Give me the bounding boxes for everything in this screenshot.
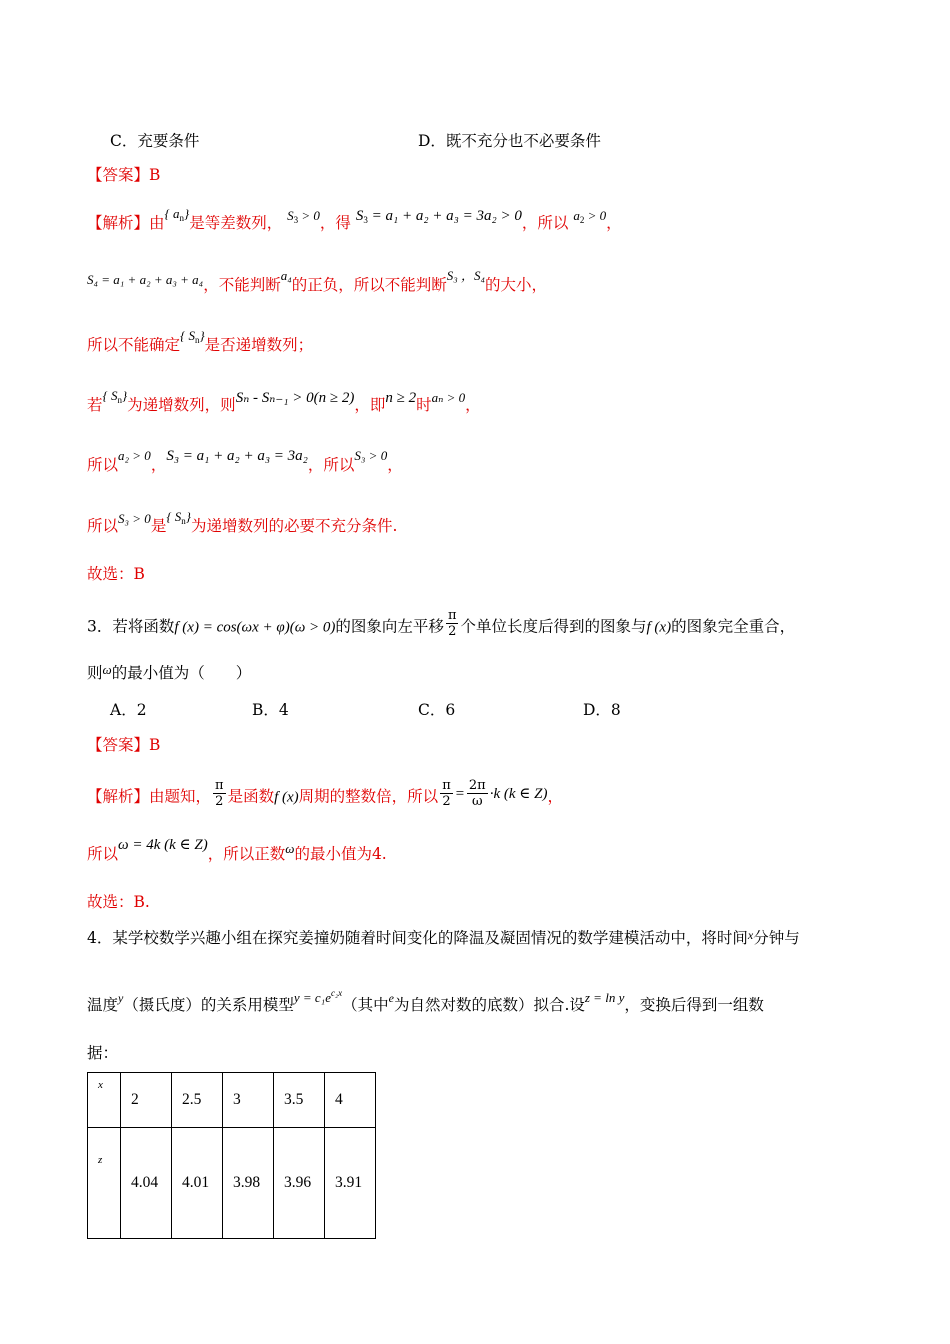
q2-choose: 故选：B bbox=[87, 565, 145, 583]
a2-gt0: a2 > 0 bbox=[573, 208, 607, 225]
a2: a₂ > 0 bbox=[118, 448, 151, 463]
text: ， bbox=[150, 456, 167, 474]
option-c: C．充要条件 bbox=[110, 132, 200, 150]
text: 分钟与 bbox=[753, 929, 800, 947]
q2-analysis-line1 bbox=[87, 206, 622, 239]
q3-option-a: A．2 bbox=[110, 701, 147, 719]
text: 为递增数列，则 bbox=[127, 396, 236, 414]
s3-expansion: $S_3 = a_1 + a_2 + a_3 = 3a_2 > 0$ bbox=[355, 208, 522, 225]
q2-analysis-line6 bbox=[87, 509, 398, 542]
a2-gt0-text: > 0 bbox=[587, 208, 607, 223]
table-row-x bbox=[88, 1073, 376, 1128]
var-y: y bbox=[118, 991, 124, 1005]
seq-an-sub: n bbox=[179, 213, 184, 223]
s3-gt0-b: S₃ > 0 bbox=[118, 511, 151, 526]
var-e: e bbox=[388, 991, 394, 1005]
frac-den: 2 bbox=[448, 624, 457, 639]
frac-num: π bbox=[215, 778, 224, 793]
sn-diff: Sₙ - Sₙ₋₁ > 0(n ≥ 2) bbox=[235, 390, 355, 406]
sn-set2: { Sn} bbox=[102, 388, 128, 405]
analysis-label: 【解析】 bbox=[87, 787, 150, 806]
q4-stem-line2 bbox=[87, 990, 764, 1017]
text: 所以不能确定 bbox=[87, 336, 181, 354]
text: 温度 bbox=[87, 996, 119, 1014]
q2-analysis-line3 bbox=[87, 328, 314, 361]
text: ，即 bbox=[354, 396, 386, 414]
q3-option-d: D．8 bbox=[583, 701, 621, 719]
var-x: x bbox=[747, 928, 754, 942]
text: ， bbox=[547, 787, 563, 806]
s3-expansion-text: = a₁ + a₂ + a₃ = 3a₂ > 0 bbox=[371, 208, 522, 224]
text: 的大小， bbox=[485, 276, 548, 294]
text: 是 bbox=[150, 517, 167, 535]
option-d: D．既不充分也不必要条件 bbox=[418, 132, 601, 150]
q4-stem-line3: 据： bbox=[87, 1044, 119, 1062]
text: ， bbox=[387, 456, 403, 474]
omega: ω bbox=[285, 841, 295, 856]
model bbox=[294, 990, 342, 1005]
a4: a₄ bbox=[280, 268, 292, 283]
q4-stem-line1 bbox=[87, 927, 800, 950]
q3-a-func: f (x) bbox=[274, 789, 299, 806]
omega-4k: ω = 4k (k ∈ Z) bbox=[118, 837, 208, 853]
sn-text: { S bbox=[180, 328, 195, 343]
text: ，得 bbox=[319, 214, 351, 232]
q3-stem-line1 bbox=[87, 608, 796, 643]
text: ，所以 bbox=[307, 456, 355, 474]
table-cell: 2 bbox=[121, 1073, 172, 1128]
pi-over-2-b bbox=[440, 778, 453, 809]
text: ， bbox=[606, 214, 622, 232]
text: 是等差数列， bbox=[189, 214, 283, 232]
text: 的正负，所以不能判断 bbox=[291, 276, 447, 294]
text: 则 bbox=[87, 664, 103, 682]
s3-rest: > 0 bbox=[301, 208, 320, 223]
s3-s4: S₃ ，S₄ bbox=[446, 268, 486, 283]
q3-choose: 故选：B. bbox=[87, 893, 150, 911]
text: 个单位长度后得到的图象与 bbox=[460, 617, 647, 636]
text: （其中 bbox=[342, 996, 389, 1014]
q3-option-b: B．4 bbox=[252, 701, 289, 719]
table-cell: 3.5 bbox=[274, 1073, 325, 1128]
table-cell: 3 bbox=[223, 1073, 274, 1128]
text: 4．某学校数学兴趣小组在探究姜撞奶随着时间变化的降温及凝固情况的数学建模活动中，将时间 bbox=[87, 929, 748, 947]
text: 若 bbox=[87, 396, 103, 414]
text: 时 bbox=[416, 396, 432, 414]
frac-num: π bbox=[442, 778, 451, 793]
text: 所以 bbox=[87, 845, 119, 863]
omega: ω bbox=[102, 662, 112, 677]
seq-an-text: { a bbox=[164, 206, 180, 221]
q3-func2: f (x) bbox=[646, 619, 672, 636]
text: 所以 bbox=[87, 517, 119, 535]
q3-analysis-line2 bbox=[87, 837, 387, 866]
text: 3．若将函数 bbox=[87, 617, 175, 636]
table-cell: 3.98 bbox=[223, 1128, 274, 1239]
seq-an: { an} bbox=[164, 206, 190, 223]
q3-func: f (x) = cos(ωx + φ)(ω > 0) bbox=[174, 619, 336, 636]
table-cell: 4.04 bbox=[121, 1128, 172, 1239]
pi-over-2 bbox=[213, 778, 226, 809]
q2-analysis-line4 bbox=[87, 388, 481, 421]
table-cell: 4.01 bbox=[172, 1128, 223, 1239]
q2-answer: 【答案】B bbox=[87, 166, 161, 184]
frac-den: ω bbox=[471, 794, 483, 809]
s3-s: S bbox=[287, 208, 294, 223]
an-gt0: aₙ > 0 bbox=[431, 390, 466, 405]
sn-set3: { Sn} bbox=[166, 509, 191, 526]
frac-den: 2 bbox=[442, 794, 451, 809]
s3-gt: S₃ > 0 bbox=[354, 448, 388, 463]
q3-analysis-line1: 【解析】由题知， $\frac{\pi}{2}$ 是函数f (x)周期的整数倍，所以 $\frac{\pi}{2}$ = $\frac{2\pi}{\omega}$ ·k (k ∈ Z)， bbox=[87, 778, 563, 809]
frac-num: π bbox=[447, 608, 457, 623]
s3-eq: S₃ = a₁ + a₂ + a₃ = 3a₂ bbox=[166, 448, 308, 464]
pi-over-2 bbox=[446, 608, 459, 639]
data-table bbox=[87, 1072, 376, 1239]
frac-num: 2π bbox=[468, 778, 486, 793]
text: ，变换后得到一组数 bbox=[624, 996, 764, 1014]
q3-stem-line2 bbox=[87, 662, 251, 685]
2pi-over-omega bbox=[467, 778, 488, 809]
text: 由 bbox=[149, 214, 165, 232]
text: 的最小值为（ ） bbox=[111, 664, 252, 682]
text: 的最小值为4. bbox=[294, 845, 387, 863]
table-cell: z bbox=[88, 1128, 121, 1239]
sn-set: { Sn} bbox=[180, 328, 205, 345]
text: ，不能判断 bbox=[203, 276, 281, 294]
table-cell: 3.91 bbox=[325, 1128, 376, 1239]
k-in-z: ·k (k ∈ Z) bbox=[489, 785, 548, 802]
table-cell: 2.5 bbox=[172, 1073, 223, 1128]
q3-option-c: C．6 bbox=[418, 701, 456, 719]
q2-analysis-line2 bbox=[87, 268, 548, 297]
frac-den: 2 bbox=[215, 794, 224, 809]
text: （摄氏度）的关系用模型 bbox=[123, 996, 294, 1014]
text: ， bbox=[465, 396, 481, 414]
text: 的图象向左平移 bbox=[335, 617, 444, 636]
q2-analysis-line5 bbox=[87, 448, 403, 477]
text: 是函数 bbox=[227, 787, 275, 806]
text: 周期的整数倍，所以 bbox=[298, 787, 439, 806]
text: 所以 bbox=[87, 456, 119, 474]
text: ，所以正数 bbox=[207, 845, 286, 863]
s4-formula: S₄ = a₁ + a₂ + a₃ + a₄ bbox=[87, 272, 204, 287]
n-ge2: n ≥ 2 bbox=[385, 390, 417, 406]
model-text: y = c₁e bbox=[293, 990, 331, 1005]
q3-answer: 【答案】B bbox=[87, 736, 161, 754]
table-cell: 4 bbox=[325, 1073, 376, 1128]
model-exp: c₂x bbox=[330, 988, 343, 998]
text: 的图象完全重合， bbox=[671, 617, 796, 636]
text: 是否递增数列； bbox=[204, 336, 314, 354]
table-cell: x bbox=[88, 1073, 121, 1128]
z-def: z = ln y bbox=[584, 990, 625, 1005]
text: ，所以 bbox=[521, 214, 569, 232]
text: 为递增数列的必要不充分条件. bbox=[190, 517, 398, 535]
s3-gt0: S3 > 0 bbox=[287, 208, 320, 225]
table-cell: 3.96 bbox=[274, 1128, 325, 1239]
analysis-label: 【解析】 bbox=[87, 214, 150, 232]
text: 由题知， bbox=[149, 787, 212, 806]
table-row-z bbox=[88, 1128, 376, 1239]
text: 为自然对数的底数）拟合.设 bbox=[393, 996, 585, 1014]
